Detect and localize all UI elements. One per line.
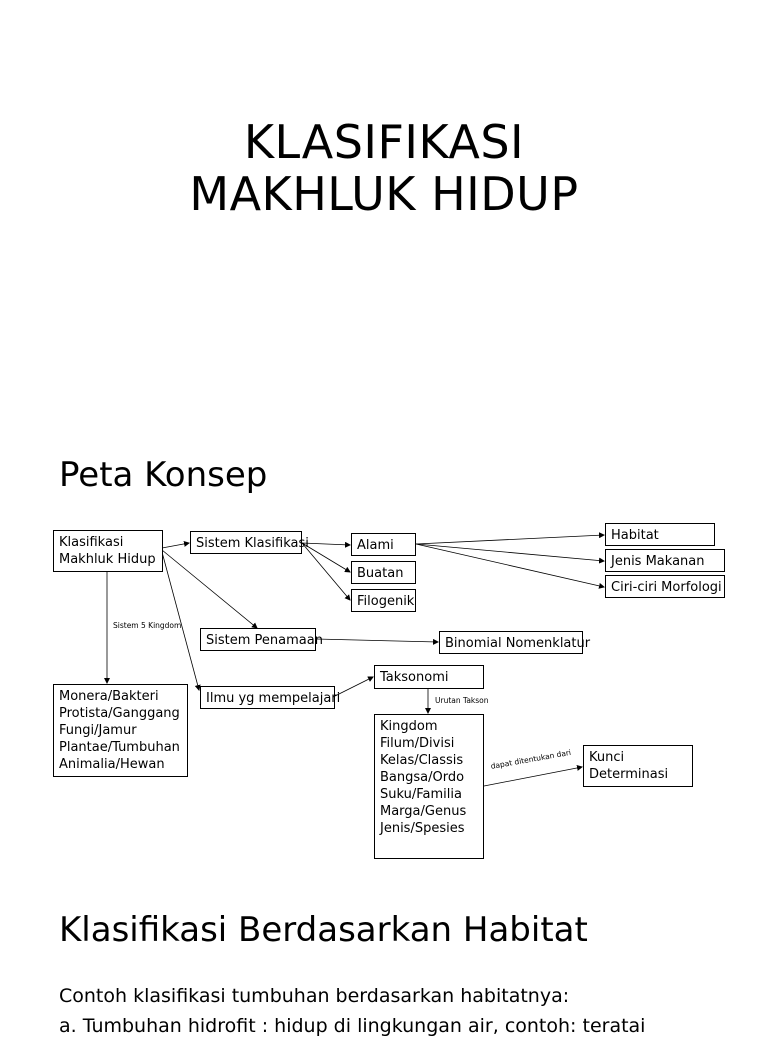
node-alami: Alami xyxy=(351,533,416,556)
node-taksonomi: Taksonomi xyxy=(374,665,484,689)
edge-sistem-alami xyxy=(302,543,350,545)
list-item: Suku/Familia xyxy=(380,787,462,802)
list-item: Fungi/Jamur xyxy=(59,723,137,738)
node-ciri-morfologi: Ciri-ciri Morfologi xyxy=(605,575,725,598)
node-binomial: Binomial Nomenklatur xyxy=(439,631,583,654)
edge-sistem-buatan xyxy=(302,543,350,572)
node-kunci-determinasi: Kunci Determinasi xyxy=(583,745,693,787)
title-line-1: KLASIFIKASI xyxy=(243,115,525,169)
list-item: Kingdom xyxy=(380,719,438,734)
list-item: Plantae/Tumbuhan xyxy=(59,740,180,755)
node-taxa xyxy=(374,714,484,859)
list-item: Monera/Bakteri xyxy=(59,689,159,704)
edge-alami-makanan xyxy=(416,544,604,561)
edge-sistem-filogenik xyxy=(302,543,350,600)
edge-root-sistem xyxy=(162,543,189,548)
edge-root-penamaan xyxy=(162,550,257,628)
edge-taxa-kunci xyxy=(484,767,582,786)
edge-label-urutan: Urutan Takson xyxy=(435,696,489,705)
node-ilmu: Ilmu yg mempelajari xyxy=(200,686,335,709)
edge-alami-habitat xyxy=(416,535,604,544)
list-item: Filum/Divisi xyxy=(380,736,455,751)
edge-label-sistem5: Sistem 5 Kingdom xyxy=(113,621,182,630)
edge-ilmu-taksonomi xyxy=(335,677,373,696)
edge-label-dapat: dapat ditentukan dari xyxy=(490,747,572,771)
section-item-a: a. Tumbuhan hidrofit : hidup di lingkungan air, contoh: teratai xyxy=(59,1015,646,1037)
node-kingdoms xyxy=(53,684,188,777)
title-line-2: MAKHLUK HIDUP xyxy=(189,167,579,221)
edge-penamaan-binomial xyxy=(316,639,438,642)
list-item: Animalia/Hewan xyxy=(59,757,165,772)
node-buatan: Buatan xyxy=(351,561,416,584)
section-intro: Contoh klasifikasi tumbuhan berdasarkan habitatnya: xyxy=(59,985,570,1007)
list-item: Kelas/Classis xyxy=(380,753,464,768)
edge-alami-morfologi xyxy=(416,544,604,587)
list-item: Bangsa/Ordo xyxy=(380,770,465,785)
node-root: Klasifikasi Makhluk Hidup xyxy=(53,530,163,572)
node-habitat: Habitat xyxy=(605,523,715,546)
section-heading: Klasifikasi Berdasarkan Habitat xyxy=(59,910,588,950)
list-item: Jenis/Spesies xyxy=(380,821,465,836)
node-sistem-klasifikasi: Sistem Klasifikasi xyxy=(190,531,302,554)
node-jenis-makanan: Jenis Makanan xyxy=(605,549,725,572)
concept-map-heading: Peta Konsep xyxy=(59,455,268,495)
list-item: Protista/Ganggang xyxy=(59,706,180,721)
node-filogenik: Filogenik xyxy=(351,589,416,612)
node-sistem-penamaan: Sistem Penamaan xyxy=(200,628,316,651)
list-item: Marga/Genus xyxy=(380,804,467,819)
